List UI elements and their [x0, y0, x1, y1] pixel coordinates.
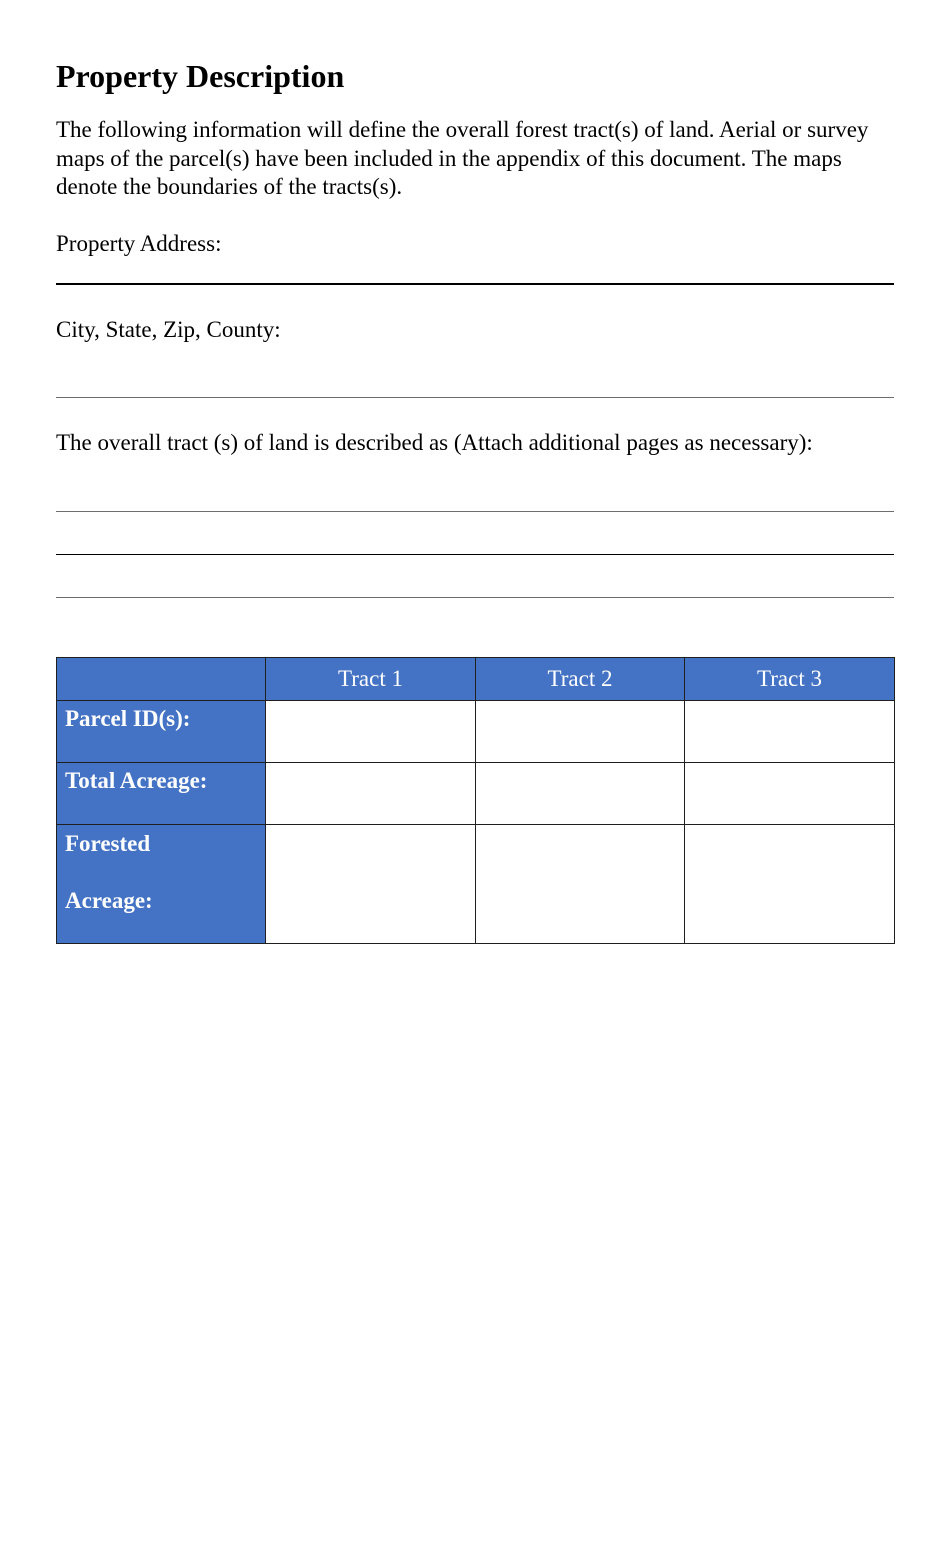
tract-table: [56, 657, 895, 944]
tract-description-line-1[interactable]: [56, 511, 894, 512]
row-label-total-acreage: Total Acreage:: [57, 763, 266, 825]
row-label-parcel-ids: Parcel ID(s):: [57, 701, 266, 763]
city-state-zip-county-line[interactable]: [56, 397, 894, 398]
table-header-corner: [57, 658, 266, 701]
table-row: [57, 701, 895, 763]
property-address-label: Property Address:: [56, 231, 222, 256]
row-label-forested-acreage: Forested Acreage:: [65, 831, 153, 913]
cell-parcel-ids-tract-1[interactable]: [266, 701, 476, 763]
cell-parcel-ids-tract-3[interactable]: [685, 701, 895, 763]
property-address-line[interactable]: [56, 283, 894, 285]
tract-description-line-3[interactable]: [56, 597, 894, 598]
page-title: Property Description: [56, 58, 345, 94]
intro-paragraph: The following information will define the overall forest tract(s) of land. Aerial or survey maps of the parcel(s) have been included in the appendix of this document. The maps denote the boundaries of the tracts(s).: [56, 117, 869, 199]
cell-forested-acreage-tract-2[interactable]: [476, 825, 685, 944]
row-label-forested-acreage-cell: [57, 825, 266, 944]
tract-description-line-2[interactable]: [56, 554, 894, 555]
table-header-tract-2: Tract 2: [476, 658, 685, 701]
table-header-row: [57, 658, 895, 701]
table-row: [57, 825, 895, 944]
tract-description-label: The overall tract (s) of land is described as (Attach additional pages as necessary):: [56, 430, 813, 455]
table-header-tract-3: Tract 3: [685, 658, 895, 701]
cell-parcel-ids-tract-2[interactable]: [476, 701, 685, 763]
cell-total-acreage-tract-2[interactable]: [476, 763, 685, 825]
city-state-zip-county-label: City, State, Zip, County:: [56, 317, 281, 342]
cell-forested-acreage-tract-1[interactable]: [266, 825, 476, 944]
cell-total-acreage-tract-1[interactable]: [266, 763, 476, 825]
cell-forested-acreage-tract-3[interactable]: [685, 825, 895, 944]
cell-total-acreage-tract-3[interactable]: [685, 763, 895, 825]
table-header-tract-1: Tract 1: [266, 658, 476, 701]
